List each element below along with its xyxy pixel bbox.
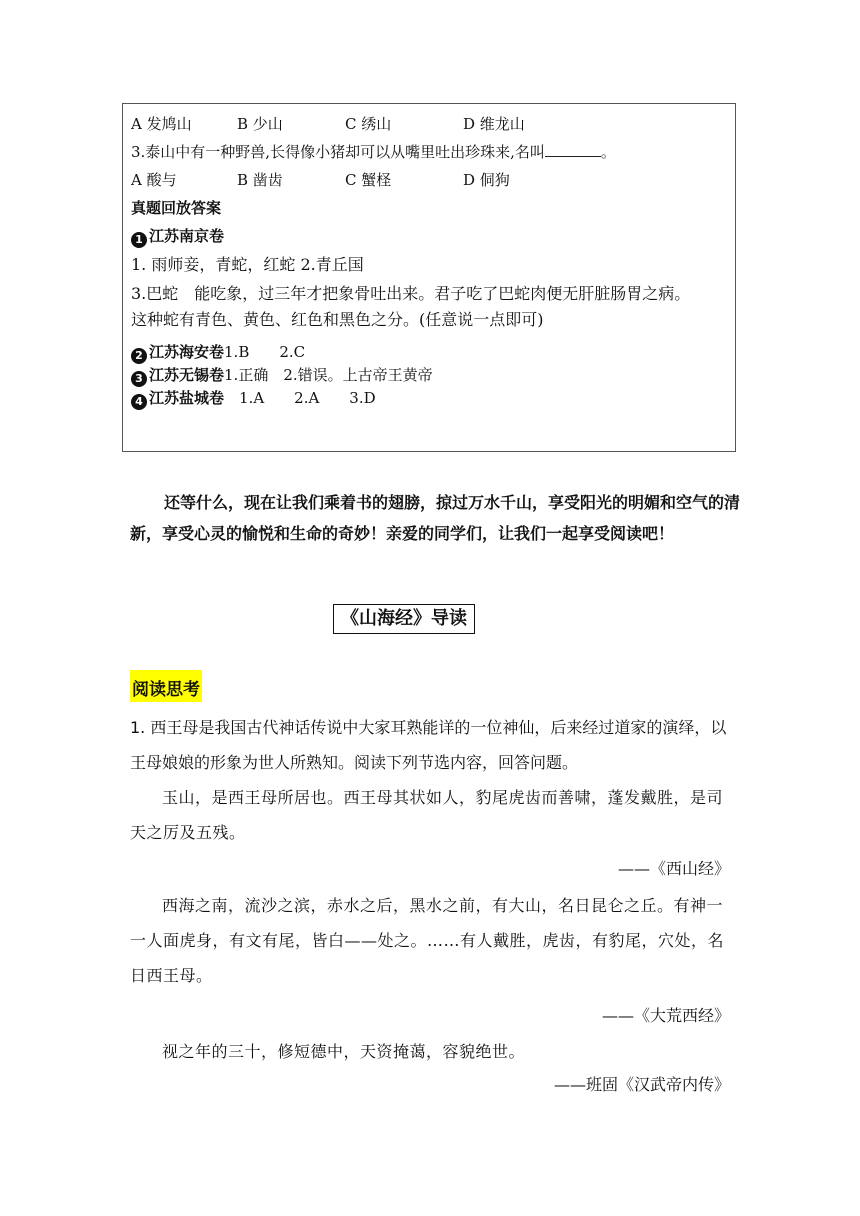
option-c: C 蟹柽 [345, 171, 392, 189]
source-dahuangxijing: ——《大荒西经》 [601, 1006, 730, 1025]
option-a: A 酸与 [131, 171, 177, 189]
section-haian [131, 342, 305, 364]
source-xishanjing: ——《西山经》 [617, 859, 730, 878]
option-b: B 凿齿 [237, 171, 283, 189]
section-title: 江苏海安卷 [149, 343, 225, 361]
option-a: A 发鸠山 [131, 115, 192, 133]
question-1: 1. 西王母是我国古代神话传说中大家耳熟能详的一位神仙，后来经过道家的演绎，以王母娘娘的形象为世人所熟知。阅读下列节选内容，回答问题。 [130, 718, 727, 772]
answer-blank [545, 142, 601, 157]
section-title: 江苏盐城卷 [149, 389, 225, 407]
section-answer: 1.A 2.A 3.D [224, 389, 376, 407]
options-row-2 [131, 170, 510, 190]
section-title-box: 《山海经》导读 [333, 604, 475, 634]
nanjing-answer-3: 这种蛇有青色、黄色、红色和黑色之分。(任意说一点即可) [131, 310, 544, 329]
question-3-end: 。 [600, 143, 616, 161]
quote-dahuangxijing: 西海之南，流沙之滨，赤水之后，黑水之前，有大山，名日昆仑之丘。有神一一人面虎身，有文有尾，皆白——处之。……有人戴胜，虎齿，有豹尾，穴处，名日西王母。 [130, 896, 725, 985]
question-3 [131, 142, 616, 162]
nanjing-answer-1: 1. 雨师妾，青蛇，红蛇 2.青丘国 [131, 255, 364, 274]
number-badge: 3 [131, 371, 147, 387]
intro-paragraph: 还等什么，现在让我们乘着书的翅膀，掠过万水千山，享受阳光的明媚和空气的清新，享受心灵的愉悦和生命的奇妙！亲爱的同学们，让我们一起享受阅读吧！ [130, 493, 741, 543]
section-answer: 1.B 2.C [224, 343, 306, 361]
number-badge: 2 [131, 348, 147, 364]
quote-hanwudi: 视之年的三十，修短德中，天资掩蔼，容貌绝世。 [162, 1042, 526, 1061]
section-answer: 1.正确 2.错误。上古帝王黄帝 [224, 366, 433, 384]
section-wuxi [131, 365, 433, 387]
option-c: C 绣山 [345, 115, 392, 133]
options-row-1 [131, 114, 525, 134]
source-hanwudi: ——班固《汉武帝内传》 [553, 1075, 730, 1094]
nanjing-answer-2: 3.巴蛇 能吃象，过三年才把象骨吐出来。君子吃了巴蛇肉便无肝脏肠胃之病。 [131, 284, 691, 303]
question-3-text: 3.泰山中有一种野兽,长得像小猪却可以从嘴里吐出珍珠来,名叫 [131, 143, 545, 161]
option-d: D 侗狗 [463, 171, 510, 189]
section-title: 江苏南京卷 [149, 227, 225, 245]
number-badge: 4 [131, 394, 147, 410]
quote-xishanjing: 玉山，是西王母所居也。西王母其状如人，豹尾虎齿而善啸，蓬发戴胜，是司天之厉及五残。 [130, 788, 724, 842]
answer-box [122, 103, 736, 452]
section-yancheng [131, 388, 376, 410]
section-nanjing [131, 226, 224, 248]
number-badge: 1 [131, 232, 147, 248]
answers-heading: 真题回放答案 [131, 199, 222, 217]
section-title: 江苏无锡卷 [149, 366, 225, 384]
reading-think-label: 阅读思考 [130, 670, 202, 702]
option-d: D 维龙山 [463, 115, 525, 133]
option-b: B 少山 [237, 115, 283, 133]
